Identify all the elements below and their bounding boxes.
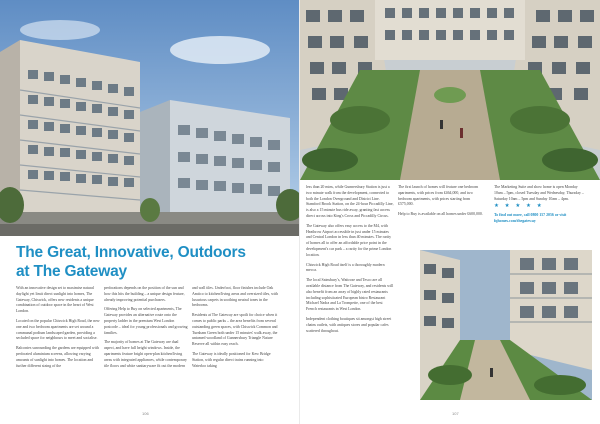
paragraph: Chiswick High Road itself is a thoroughly modern mecca. xyxy=(306,262,385,273)
right-page xyxy=(300,0,600,424)
paragraph: Help to Buy is available on all homes under £600,000. xyxy=(398,212,483,217)
balcony-garden-photo xyxy=(420,250,592,400)
paragraph: The Gateway also offers easy access to the M4, with Heathrow Airport accessible in just under 15 minutes and Central London in less than 40 minutes. The rarity of homes all to offer an affordable price point in the development's car park – a rarity for the prime London location. xyxy=(306,223,392,257)
courtyard-garden-photo xyxy=(300,0,600,180)
article-headline xyxy=(16,243,286,281)
right-column-3 xyxy=(494,185,586,229)
paragraph: The first launch of homes will feature one bedroom apartments, with prices from £464,000, and two bedroom apartments, with prices starting from £575,000. xyxy=(398,185,479,207)
left-column-2 xyxy=(104,286,188,373)
page-number-left: 106 xyxy=(142,411,149,416)
headline-line-1: The Great, Innovative, Outdoors xyxy=(16,244,246,261)
paragraph: With an innovative design set to maximise natural daylight yet limit direct sunlight into homes, The Gateway, Chiswick, offers new residents a unique combination of outdoor space in the heart of West London. xyxy=(16,286,94,314)
building-exterior-photo xyxy=(0,0,300,236)
stars-divider: ★ ★ ★ ★ ★ xyxy=(494,203,544,210)
paragraph: The Gateway is ideally positioned for Kew Bridge Station, with regular direct trains running into Waterloo taking xyxy=(192,351,271,368)
paragraph: less than 20 mins, while Gunnersbury Station is just a two minute walk from the development, connected to both the London Overground and District Line. Stamford Brook Station, on the 24-hour Piccadilly Line, is also a 15 minute bus ride away, granting fast access direct across into King's Cross and Piccadilly Circus. xyxy=(306,185,394,218)
paragraph: Balconies surrounding the gardens are equipped with perforated aluminium screens, allowing varying amounts of sunlight into homes. The location and further different sizing of the xyxy=(16,346,99,368)
page-number-right: 107 xyxy=(452,411,459,416)
paragraph: Located on the popular Chiswick High Road, the new one and two bedroom apartments are set around a communal podium landscaped garden, providing a secluded space for neighbours to meet and socialise. xyxy=(16,318,100,341)
left-column-3 xyxy=(192,286,278,373)
headline-line-2: at The Gateway xyxy=(16,263,127,280)
find-out-more-cta[interactable]: To find out more, call 0800 157 2056 or visit fqhomes.com/thegateway xyxy=(494,213,567,223)
paragraph: Offering Help to Buy on selected apartments, The Gateway provides an alternative route onto the property ladder in the premium West London postcode – ideal for young professionals and growing families. xyxy=(104,307,188,335)
right-column-2 xyxy=(398,185,486,222)
paragraph: Independent clothing boutiques sit amongst high street chains outlets, with antiques stores and popular cafes scattered throughout. xyxy=(306,316,392,333)
left-column-1 xyxy=(16,286,100,373)
paragraph: perforations depends on the position of the sun and how this hits the building – a unique design feature, already improving potential purchasers. xyxy=(104,286,185,302)
paragraph: and wall tiles. Underfoot, floor finishes include Oak Amtico to kitchen/living areas and oversized tiles, with luxurious carpets in soothing neutral tones in the bedrooms. xyxy=(192,286,279,308)
right-column-1 xyxy=(306,185,394,338)
paragraph: The local Sainsbury's, Waitrose and Tesco are all available distance from The Gateway, and residents will also benefit from an array of highly rated restaurants including sophisticated European bistro Restaurant Michael Nadra and La Trompette, one of the best French restaurants in West London. xyxy=(306,278,394,312)
paragraph: Residents at The Gateway are spoilt for choice when it comes to public parks – the area benefits from several outstanding green spaces, with Chiswick Common and Turnham Green both under 15 minutes' walk away, the untamed woodland of Gunnersbury Triangle Nature Reserve all within easy reach. xyxy=(192,313,278,347)
paragraph: The Marketing Suite and show home is open Monday 10am – 5pm, closed Tuesday and Wednesday, Thursday – Saturday 10am – 5pm and Sunday 10am – 4pm. xyxy=(494,185,584,201)
paragraph: The majority of homes at The Gateway are dual aspect, and have full height windows. Inside, the apartments feature bright open-plan kitchen/living areas with integrated appliances, while contemporary tile floors and white sanitaryware fit out the modern xyxy=(104,340,187,368)
